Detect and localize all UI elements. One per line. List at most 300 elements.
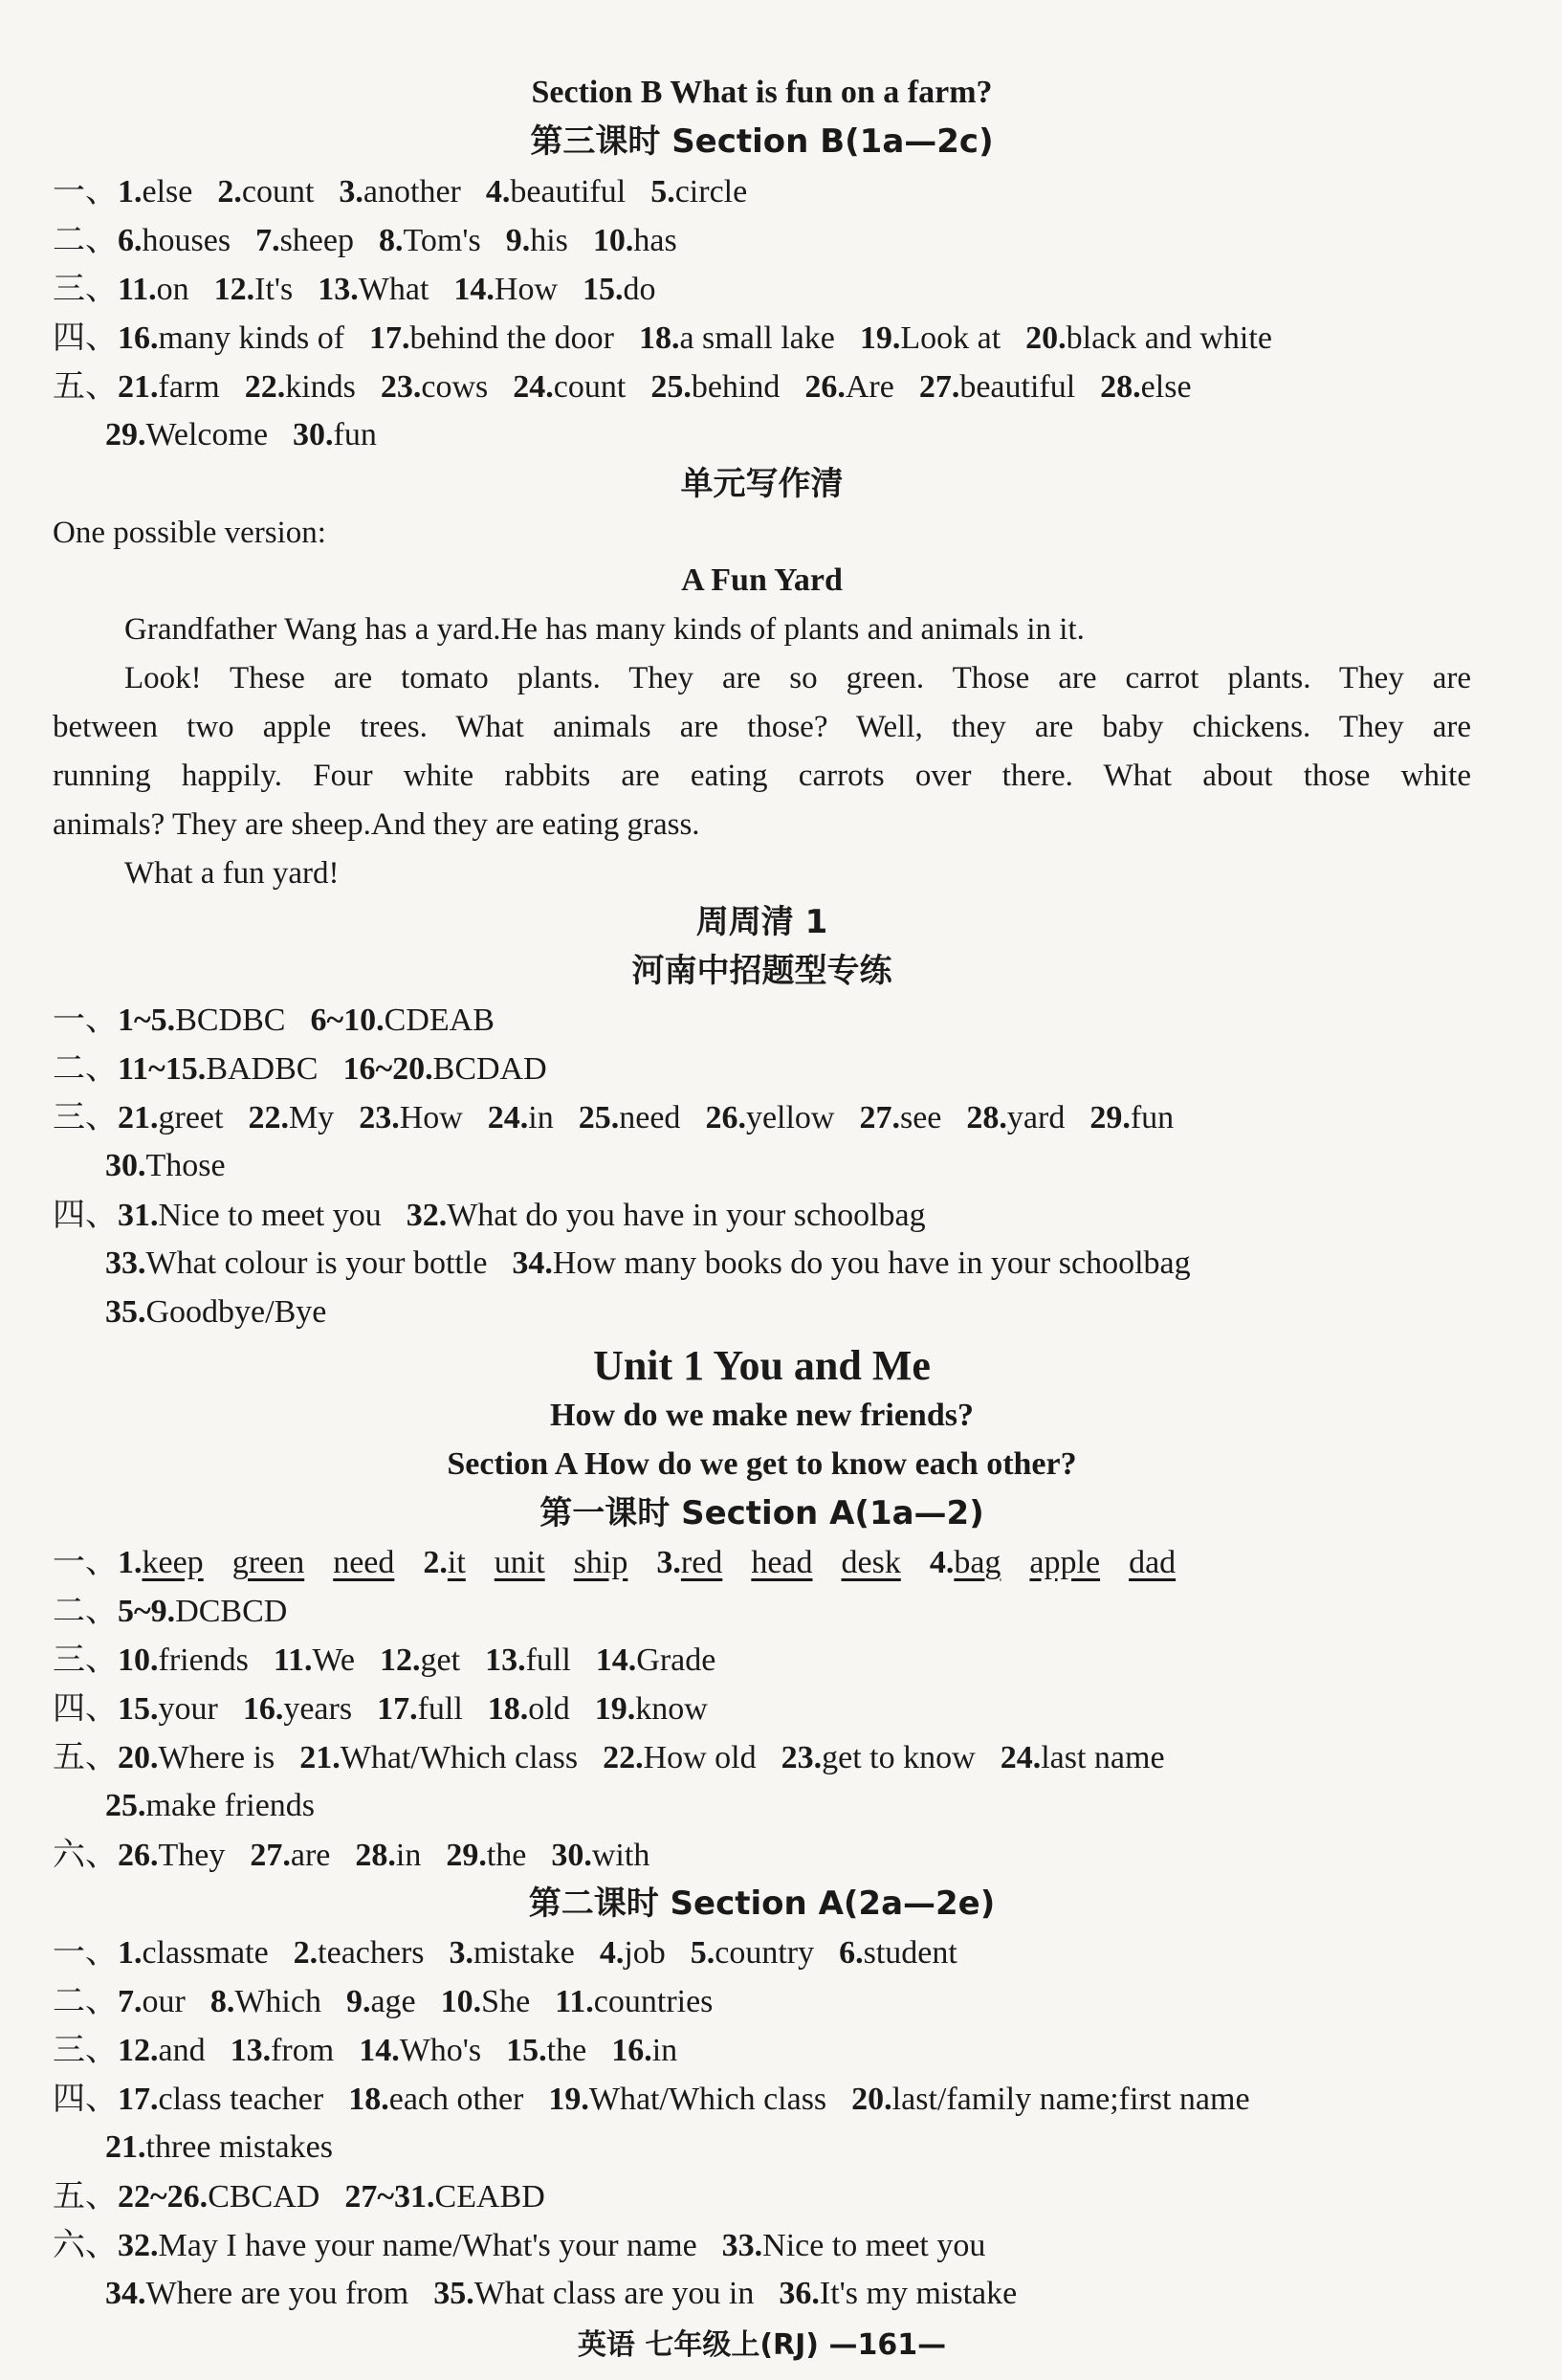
answer-item xyxy=(118,1688,218,1730)
answer-item xyxy=(359,2030,481,2072)
answer-row xyxy=(53,2224,1471,2266)
question-number: 五、 xyxy=(53,367,118,406)
answer-item xyxy=(214,269,294,311)
answer-item xyxy=(839,1932,957,1974)
answer-number: 24. xyxy=(1000,1740,1042,1775)
answer-text: It's xyxy=(254,272,294,307)
answer-text: Look at xyxy=(900,320,1001,356)
answer-text: Goodbye/Bye xyxy=(145,1294,327,1330)
answer-number: 6. xyxy=(839,1935,864,1971)
answer-item xyxy=(548,2079,826,2121)
answer-text: How xyxy=(399,1100,463,1135)
question-number: 五、 xyxy=(53,2177,118,2215)
answer-row xyxy=(53,2273,1471,2315)
answer-number: 5. xyxy=(650,174,675,209)
question-number: 二、 xyxy=(53,1982,118,2020)
answer-item xyxy=(596,1640,716,1682)
answer-item xyxy=(639,318,835,360)
answer-text: count xyxy=(241,174,315,209)
answer-text: They xyxy=(158,1838,226,1873)
answer-item xyxy=(118,366,220,408)
answer-row xyxy=(53,1639,1471,1681)
answer-number: 3. xyxy=(449,1935,474,1971)
answer-text: BCDAD xyxy=(432,1051,547,1087)
answer-number: 12. xyxy=(213,272,255,307)
answer-item xyxy=(118,1640,249,1682)
answer-number: 29. xyxy=(1089,1100,1131,1135)
answer-text: Where is xyxy=(158,1740,275,1775)
answer-row xyxy=(53,2127,1471,2169)
answer-text: What/Which class xyxy=(340,1740,579,1775)
answer-item xyxy=(118,220,231,262)
answer-item xyxy=(248,1097,334,1139)
answer-number: 4. xyxy=(929,1545,955,1580)
answer-text: our xyxy=(142,1984,186,2019)
answer-row xyxy=(53,1194,1471,1236)
answer-text: CEABD xyxy=(434,2179,545,2215)
lesson1-heading: 第一课时 Section A(1a—2) xyxy=(539,1494,984,1532)
question-number: 三、 xyxy=(53,2031,118,2069)
answer-number: 30. xyxy=(551,1838,592,1873)
question-number: 四、 xyxy=(53,2080,118,2118)
answer-text: What/Which class xyxy=(588,2082,827,2117)
answer-number: 32. xyxy=(406,1198,448,1233)
answer-item xyxy=(433,2273,754,2315)
answer-item xyxy=(118,1195,382,1237)
answer-number: 15. xyxy=(118,1691,159,1727)
answer-text: job xyxy=(624,1935,666,1971)
question-number: 一、 xyxy=(53,1543,118,1581)
answer-item xyxy=(118,1932,269,1974)
answer-row xyxy=(53,1931,1471,1973)
answer-item xyxy=(210,1981,321,2023)
answer-text: cows xyxy=(421,369,489,405)
answer-item xyxy=(593,220,677,262)
answer-text: Nice to meet you xyxy=(158,1198,382,1233)
answer-item xyxy=(359,1097,463,1139)
answer-item xyxy=(245,366,356,408)
answer-text: count xyxy=(553,369,627,405)
answer-number: 21. xyxy=(118,369,159,405)
answer-number: 6~10. xyxy=(310,1003,385,1038)
answer-number: 18. xyxy=(487,1691,529,1727)
answer-number: 16. xyxy=(611,2033,652,2068)
answer-item xyxy=(105,2273,408,2315)
question-number: 二、 xyxy=(53,221,118,259)
answer-item xyxy=(339,171,460,213)
answer-row xyxy=(53,268,1471,310)
answer-text: age xyxy=(370,1984,416,2019)
answer-item xyxy=(1025,318,1272,360)
answer-text: Those xyxy=(145,1148,226,1183)
answer-item xyxy=(369,318,614,360)
answer-number: 17. xyxy=(369,320,410,356)
answer-number: 7. xyxy=(118,1984,143,2019)
answer-item xyxy=(611,2030,677,2072)
answer-item xyxy=(488,1097,554,1139)
answer-number: 17. xyxy=(377,1691,418,1727)
answer-number: 23. xyxy=(380,369,422,405)
answer-item xyxy=(1001,1737,1165,1779)
answer-text: Which xyxy=(234,1984,321,2019)
answer-number: 24. xyxy=(487,1100,529,1135)
answer-number: 21. xyxy=(118,1100,159,1135)
answer-number: 20. xyxy=(1025,320,1067,356)
answer-item xyxy=(243,1688,352,1730)
essay-paragraph-2-line-3: running happily. Four white rabbits are eating carrots over there. What about those white xyxy=(53,759,1471,793)
answer-number: 4. xyxy=(599,1935,625,1971)
writing-intro: One possible version: xyxy=(53,516,326,550)
answer-text: and xyxy=(158,2033,206,2068)
answer-number: 19. xyxy=(548,2082,589,2117)
answer-number: 25. xyxy=(578,1100,620,1135)
answer-row xyxy=(53,1243,1471,1285)
essay-paragraph-2-line-4: animals? They are sheep.And they are eating grass. xyxy=(53,807,700,842)
answer-text: make friends xyxy=(145,1788,316,1823)
answer-text: the xyxy=(546,2033,587,2068)
answer-row xyxy=(53,1047,1471,1090)
answer-item xyxy=(512,1243,1190,1285)
answer-number: 2. xyxy=(423,1545,448,1580)
answer-text: his xyxy=(530,223,568,258)
answer-number: 27. xyxy=(859,1100,900,1135)
answer-number: 5~9. xyxy=(118,1594,176,1629)
question-number: 二、 xyxy=(53,1592,118,1630)
answer-item xyxy=(551,1835,649,1877)
answer-text: It's my mistake xyxy=(819,2276,1018,2311)
question-number: 三、 xyxy=(53,270,118,308)
answer-row xyxy=(53,219,1471,261)
answer-item xyxy=(310,1000,494,1042)
answer-number: 9. xyxy=(505,223,531,258)
question-number: 四、 xyxy=(53,319,118,357)
answer-number: 36. xyxy=(779,2276,820,2311)
underlined-word: bag xyxy=(954,1545,1001,1580)
question-number: 五、 xyxy=(53,1738,118,1776)
answer-text: What xyxy=(358,272,429,307)
answer-number: 11~15. xyxy=(118,1051,207,1087)
answer-item xyxy=(118,1835,225,1877)
underlined-word: red xyxy=(680,1545,723,1580)
answer-number: 34. xyxy=(512,1245,553,1281)
answer-item xyxy=(231,2030,335,2072)
answer-number: 21. xyxy=(105,2129,146,2165)
answer-item xyxy=(318,269,429,311)
answer-number: 3. xyxy=(656,1545,681,1580)
answer-item xyxy=(105,414,268,456)
answer-text: houses xyxy=(142,223,231,258)
answer-item xyxy=(486,171,626,213)
answer-item xyxy=(705,1097,834,1139)
answer-text: What class are you in xyxy=(473,2276,755,2311)
answer-row xyxy=(53,1590,1471,1632)
answer-text: countries xyxy=(593,1984,714,2019)
answer-number: 8. xyxy=(209,1984,235,2019)
henan-heading: 河南中招题型专练 xyxy=(631,952,892,990)
answer-item xyxy=(722,2225,986,2267)
answer-text: in xyxy=(651,2033,678,2068)
answer-item xyxy=(441,1981,531,2023)
answer-text: on xyxy=(156,272,189,307)
answer-row xyxy=(53,2029,1471,2071)
answer-text: behind xyxy=(691,369,781,405)
answer-text: My xyxy=(288,1100,335,1135)
answer-text: last/family name;first name xyxy=(891,2082,1250,2117)
answer-number: 35. xyxy=(433,2276,474,2311)
page-footer: 英语 七年级上(RJ) —161— xyxy=(577,2328,947,2362)
answer-text: yard xyxy=(1006,1100,1066,1135)
answer-number: 1. xyxy=(118,1935,143,1971)
weekly-heading: 周周清 1 xyxy=(695,903,828,941)
question-number: 一、 xyxy=(53,1933,118,1972)
answer-text: last name xyxy=(1041,1740,1165,1775)
answer-number: 15. xyxy=(583,272,624,307)
answer-item xyxy=(650,171,747,213)
answer-number: 14. xyxy=(359,2033,400,2068)
answer-text: class teacher xyxy=(158,2082,324,2117)
answer-number: 17. xyxy=(118,2082,159,2117)
answer-number: 2. xyxy=(217,174,242,209)
answer-number: 10. xyxy=(592,223,634,258)
answer-text: fun xyxy=(1130,1100,1175,1135)
answer-text: beautiful xyxy=(510,174,627,209)
answer-item xyxy=(600,1932,666,1974)
answer-item xyxy=(379,220,481,262)
answer-item xyxy=(105,1291,326,1333)
answer-number: 28. xyxy=(966,1100,1007,1135)
answer-number: 7. xyxy=(255,223,280,258)
answer-text: DCBCD xyxy=(175,1594,288,1629)
answer-number: 27. xyxy=(918,369,960,405)
answer-text: We xyxy=(312,1642,356,1678)
answer-item xyxy=(377,1688,463,1730)
essay-paragraph-3: What a fun yard! xyxy=(124,856,340,891)
answer-number: 19. xyxy=(859,320,901,356)
answer-number: 14. xyxy=(453,272,495,307)
answer-item xyxy=(255,220,354,262)
answer-item xyxy=(355,1835,421,1877)
answer-text: How many books do you have in your schoolbag xyxy=(552,1245,1191,1281)
answer-item xyxy=(966,1097,1065,1139)
answer-text: get xyxy=(420,1642,461,1678)
answer-item xyxy=(217,171,314,213)
answer-item xyxy=(583,269,656,311)
answer-number: 23. xyxy=(359,1100,400,1135)
answer-item xyxy=(579,1097,681,1139)
lesson2-heading: 第二课时 Section A(2a—2e) xyxy=(528,1884,996,1923)
answer-number: 5. xyxy=(690,1935,715,1971)
answer-number: 19. xyxy=(594,1691,636,1727)
answer-number: 8. xyxy=(378,223,404,258)
answer-row xyxy=(53,1096,1471,1138)
answer-text: behind the door xyxy=(409,320,614,356)
answer-item xyxy=(804,366,893,408)
answer-number: 11. xyxy=(273,1642,313,1678)
answer-row xyxy=(53,170,1471,212)
answer-number: 18. xyxy=(348,2082,389,2117)
question-number: 六、 xyxy=(53,2226,118,2264)
answer-item xyxy=(859,1097,941,1139)
answer-item xyxy=(118,1097,223,1139)
answer-text: with xyxy=(591,1838,650,1873)
answer-text: each other xyxy=(388,2082,524,2117)
answer-text: mistake xyxy=(473,1935,575,1971)
answer-number: 6. xyxy=(118,223,143,258)
essay-paragraph-2-line-1: Look! These are tomato plants. They are so green. Those are carrot plants. They are xyxy=(124,661,1471,695)
answer-item xyxy=(344,2176,544,2218)
answer-text: see xyxy=(899,1100,942,1135)
answer-text: BCDBC xyxy=(175,1003,286,1038)
underlined-word: it xyxy=(447,1545,466,1580)
answer-item xyxy=(118,2176,319,2218)
answer-number: 18. xyxy=(638,320,680,356)
answer-number: 27. xyxy=(250,1838,291,1873)
answer-number: 21. xyxy=(299,1740,341,1775)
answer-number: 25. xyxy=(105,1788,146,1823)
answer-item xyxy=(380,1640,460,1682)
answer-text: full xyxy=(525,1642,571,1678)
answer-text: Are xyxy=(845,369,894,405)
answer-text: many kinds of xyxy=(158,320,345,356)
answer-text: in xyxy=(528,1100,554,1135)
answer-item xyxy=(118,1737,275,1779)
answer-text: CDEAB xyxy=(384,1003,495,1038)
answer-number: 27~31. xyxy=(344,2179,435,2215)
answer-item xyxy=(506,220,568,262)
answer-text: get to know xyxy=(822,1740,976,1775)
answer-row xyxy=(53,1980,1471,2022)
question-number: 一、 xyxy=(53,172,118,210)
answer-item xyxy=(603,1737,757,1779)
answer-text: classmate xyxy=(142,1935,269,1971)
answer-text: black and white xyxy=(1066,320,1272,356)
answer-number: 30. xyxy=(105,1148,146,1183)
underlined-word: dad xyxy=(1129,1545,1177,1580)
answer-number: 26. xyxy=(804,369,846,405)
answer-number: 16. xyxy=(242,1691,284,1727)
answer-text: do xyxy=(623,272,656,307)
answer-item xyxy=(118,2079,323,2121)
answer-number: 33. xyxy=(105,1245,146,1281)
answer-item xyxy=(105,2127,333,2169)
answer-item xyxy=(250,1835,330,1877)
answer-number: 22. xyxy=(248,1100,289,1135)
answer-number: 9. xyxy=(345,1984,371,2019)
answer-row xyxy=(53,2175,1471,2217)
lesson3-heading: 第三课时 Section B(1a—2c) xyxy=(530,122,994,161)
answer-item xyxy=(851,2079,1249,2121)
question-number: 三、 xyxy=(53,1098,118,1136)
answer-item xyxy=(555,1981,713,2023)
answer-text: farm xyxy=(158,369,220,405)
answer-item xyxy=(407,1195,926,1237)
answer-number: 31. xyxy=(118,1198,159,1233)
answer-text: three mistakes xyxy=(145,2129,333,2165)
underlined-word: need xyxy=(333,1545,395,1580)
answer-item xyxy=(105,1243,487,1285)
answer-item xyxy=(118,1591,287,1633)
answer-number: 4. xyxy=(485,174,511,209)
answer-number: 1~5. xyxy=(118,1003,176,1038)
answer-item xyxy=(450,1932,575,1974)
unit-title: Unit 1 You and Me xyxy=(593,1342,931,1389)
answer-number: 12. xyxy=(380,1642,421,1678)
answer-number: 34. xyxy=(105,2276,146,2311)
answer-item xyxy=(118,1981,186,2023)
answer-item xyxy=(294,1932,425,1974)
answer-item xyxy=(650,366,780,408)
answer-text: What do you have in your schoolbag xyxy=(447,1198,926,1233)
answer-number: 13. xyxy=(230,2033,272,2068)
answer-number: 13. xyxy=(485,1642,526,1678)
question-number: 二、 xyxy=(53,1049,118,1088)
underlined-word: desk xyxy=(841,1545,901,1580)
answer-number: 16. xyxy=(118,320,159,356)
answer-item xyxy=(1089,1097,1174,1139)
underlined-word: unit xyxy=(494,1545,545,1580)
answer-text: old xyxy=(528,1691,570,1727)
answer-text: Where are you from xyxy=(145,2276,409,2311)
answer-item xyxy=(118,2030,206,2072)
answer-number: 22. xyxy=(603,1740,644,1775)
answer-item xyxy=(919,366,1075,408)
answer-number: 10. xyxy=(440,1984,482,2019)
unit-question: How do we make new friends? xyxy=(550,1398,974,1433)
essay-paragraph-2-line-2: between two apple trees. What animals are those? Well, they are baby chickens. They are xyxy=(53,710,1471,744)
answer-text: else xyxy=(1140,369,1192,405)
answer-row xyxy=(53,1736,1471,1778)
answer-item xyxy=(446,1835,526,1877)
answer-text: greet xyxy=(158,1100,224,1135)
underlined-word: apple xyxy=(1029,1545,1101,1580)
answer-text: know xyxy=(635,1691,708,1727)
answer-text: country xyxy=(715,1935,815,1971)
answer-item xyxy=(348,2079,523,2121)
answer-number: 35. xyxy=(105,1294,146,1330)
answer-item xyxy=(293,414,377,456)
answer-text: fun xyxy=(333,417,377,452)
answer-number: 1. xyxy=(118,1545,143,1580)
answer-text: beautiful xyxy=(959,369,1076,405)
section-b-heading: Section B What is fun on a farm? xyxy=(531,75,993,110)
answer-text: need xyxy=(619,1100,681,1135)
answer-number: 20. xyxy=(118,1740,159,1775)
answer-number: 28. xyxy=(1100,369,1141,405)
answer-text: How xyxy=(494,272,559,307)
underlined-word: keep xyxy=(142,1545,204,1580)
answer-item xyxy=(381,366,488,408)
answer-item xyxy=(118,1048,318,1091)
answer-item xyxy=(860,318,1001,360)
answer-number: 28. xyxy=(355,1838,396,1873)
answer-row xyxy=(53,999,1471,1041)
answer-item xyxy=(453,269,558,311)
answer-number: 25. xyxy=(650,369,692,405)
answer-item xyxy=(488,1688,570,1730)
answer-item xyxy=(118,2225,697,2267)
answer-text: How old xyxy=(643,1740,757,1775)
answer-text: CBCAD xyxy=(208,2179,320,2215)
answer-item xyxy=(779,2273,1017,2315)
underlined-word: green xyxy=(231,1545,305,1580)
answer-item xyxy=(118,269,189,311)
underlined-word: head xyxy=(751,1545,813,1580)
writing-heading: 单元写作清 xyxy=(680,465,844,503)
answer-row xyxy=(53,1687,1471,1730)
question-number: 四、 xyxy=(53,1196,118,1234)
answer-row xyxy=(53,1145,1471,1187)
answer-number: 30. xyxy=(293,417,334,452)
